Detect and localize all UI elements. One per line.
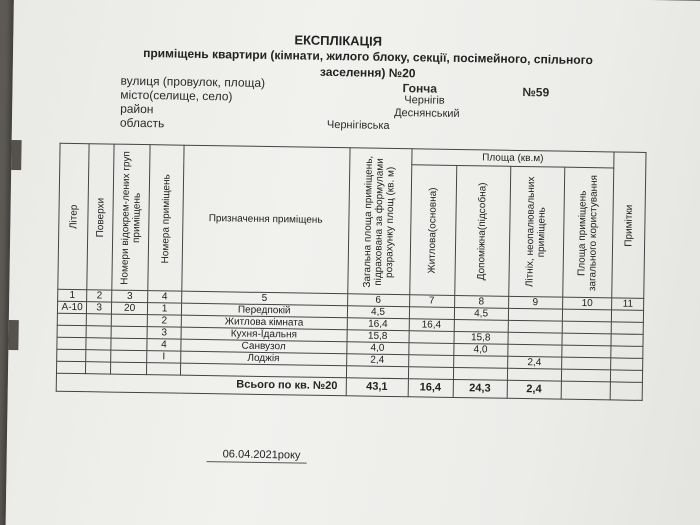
column-number: 5 — [182, 291, 348, 306]
column-number: 1 — [58, 289, 87, 301]
cell-aux: 4,5 — [454, 307, 508, 320]
cell-total: 4,0 — [346, 342, 408, 355]
cell-summer: 2,4 — [507, 356, 561, 369]
cell-living — [409, 307, 454, 320]
cell-summer — [508, 308, 562, 321]
total-area: 43,1 — [346, 378, 408, 397]
cell-aux: 15,8 — [454, 331, 508, 344]
cell-purpose: Санвузол — [181, 339, 347, 354]
cell-liter — [57, 313, 86, 325]
street-value: Гонча — [402, 81, 438, 96]
cell-living — [408, 343, 453, 356]
district-label: район — [120, 101, 154, 117]
cell-total: 15,8 — [347, 330, 409, 343]
total-living: 16,4 — [408, 379, 453, 398]
cell-summer — [507, 344, 561, 357]
document-date: 06.04.2021року — [207, 448, 307, 464]
header-notes: Примітки — [612, 152, 646, 298]
column-number: 7 — [409, 295, 454, 308]
cell-liter: А-10 — [57, 301, 86, 313]
cell-notes — [611, 346, 643, 358]
header-area-group: Площа (кв.м) — [411, 149, 614, 168]
cell-liter — [57, 337, 86, 349]
cell-common — [562, 333, 612, 346]
cell-group: 20 — [111, 302, 147, 315]
column-number: 10 — [562, 297, 612, 310]
city-label: місто(селище, село) — [120, 87, 233, 104]
street-label: вулиця (провулок, площа) — [120, 73, 266, 90]
cell-room: І — [147, 351, 181, 364]
cell-purpose: Передпокій — [181, 303, 347, 318]
header-room-numbers: Номера приміщень — [148, 145, 184, 292]
cell-aux — [453, 355, 507, 368]
column-number: 2 — [87, 290, 112, 302]
region-value: Чернігівська — [326, 118, 390, 132]
cell-floor — [86, 350, 111, 362]
region-label: область — [119, 115, 165, 131]
cell-notes — [611, 334, 643, 346]
cell-summer — [508, 332, 562, 345]
cell-room: 1 — [148, 303, 182, 316]
document-title: ЕКСПЛІКАЦІЯ — [294, 32, 383, 49]
cell-floor: 3 — [87, 302, 112, 314]
cell-floor — [86, 326, 111, 338]
column-number: 3 — [112, 290, 148, 303]
header-liter: Літер — [58, 143, 90, 289]
house-number: №59 — [522, 85, 550, 100]
header-summer: Літніх, неопалювальних приміщень — [508, 166, 564, 297]
cell-purpose: Кухня-Їдальня — [181, 327, 347, 342]
cell-aux — [454, 319, 508, 332]
total-summer: 2,4 — [507, 380, 561, 399]
total-aux: 24,3 — [453, 379, 507, 398]
cell-group — [111, 314, 147, 327]
column-number: 4 — [148, 291, 182, 304]
cell-notes — [611, 358, 643, 370]
cell-room: 2 — [147, 315, 181, 328]
cell-floor — [86, 338, 111, 350]
cell-total: 16,4 — [347, 318, 409, 331]
column-number: 11 — [612, 298, 644, 310]
document-subtitle: приміщень квартири (кімнати, жилого блоку, секції, посімейного, спільного заселення) №20 — [143, 46, 593, 81]
explication-table — [56, 143, 647, 401]
total-label: Всього по кв. №20 — [56, 373, 346, 396]
header-floors: Поверхи — [87, 144, 114, 290]
cell-living — [408, 355, 453, 368]
header-living: Житлова(основна) — [409, 165, 456, 296]
cell-common — [562, 345, 612, 358]
cell-room: 4 — [147, 339, 181, 352]
column-number: 8 — [454, 295, 508, 308]
punch-hole — [8, 320, 18, 350]
column-number: 9 — [508, 296, 562, 309]
cell-liter — [57, 325, 86, 337]
cell-total: 4,5 — [347, 306, 409, 319]
cell-common — [561, 357, 611, 370]
city-value: Чернігів — [404, 94, 445, 107]
cell-liter — [57, 349, 86, 361]
cell-notes — [612, 310, 644, 322]
document-page — [6, 0, 700, 525]
cell-room: 3 — [147, 327, 181, 340]
cell-notes — [612, 322, 644, 334]
header-group-numbers: Номери відокрем-лених груп приміщень — [112, 144, 150, 291]
cell-summer — [508, 320, 562, 333]
cell-floor — [87, 314, 112, 326]
cell-living — [409, 331, 454, 344]
header-purpose: Призначення приміщень — [182, 145, 350, 294]
cell-group — [111, 338, 147, 351]
cell-group — [111, 326, 147, 339]
cell-purpose: Житлова кімната — [181, 315, 347, 330]
column-number: 6 — [347, 294, 409, 307]
cell-living: 16,4 — [409, 319, 454, 332]
district-value: Деснянський — [394, 106, 460, 121]
cell-common — [562, 321, 612, 334]
cell-aux: 4,0 — [453, 343, 507, 356]
header-common: Площа приміщень загального користування — [562, 167, 614, 298]
punch-hole — [11, 140, 21, 170]
header-total-area: Загальна площа приміщень, підрахована за формулами розрахунку площ (кв. м) — [347, 148, 411, 295]
cell-purpose: Лоджія — [181, 351, 347, 366]
cell-total: 2,4 — [346, 354, 408, 367]
cell-common — [562, 309, 612, 322]
header-auxiliary: Допоміжна(підсобна) — [454, 165, 510, 296]
cell-group — [111, 350, 147, 363]
